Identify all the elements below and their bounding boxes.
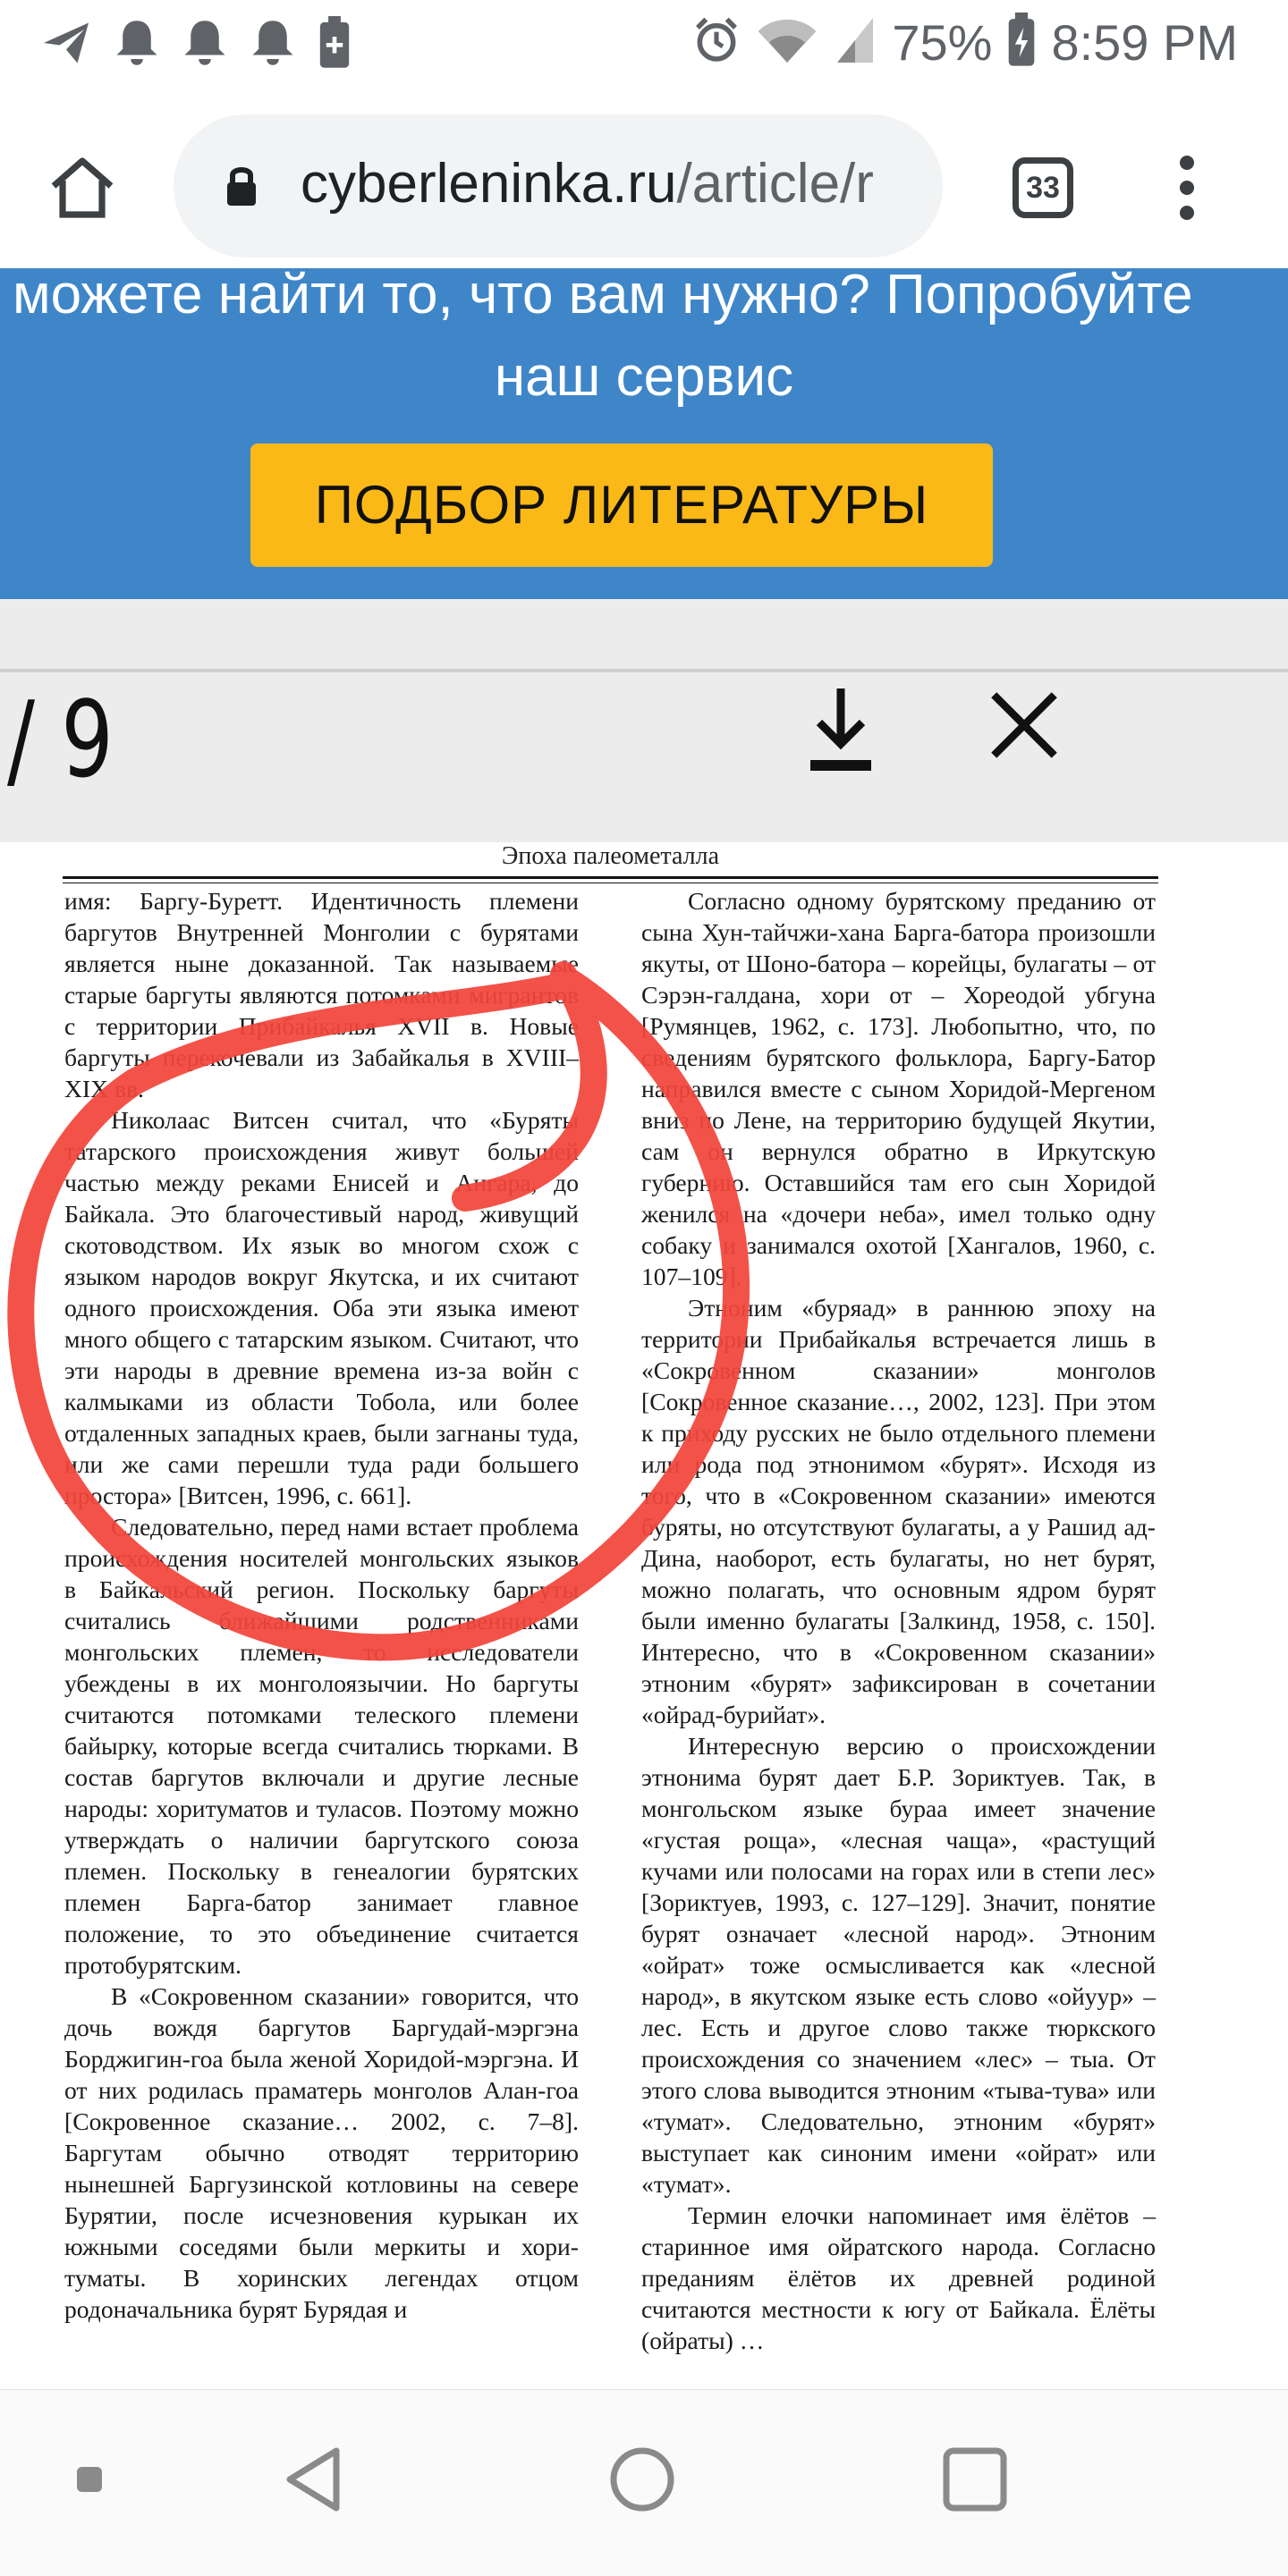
send-icon: [39, 16, 93, 74]
paragraph: Термин елочки напоминает имя ёлётов – старинное имя ойратского народа. Согласно преданиям ёлётов их древней родиной считаются местности к югу от Байкала. Ёлёты (ойраты) …: [641, 2201, 1156, 2354]
clock-time: 8:59 PM: [1051, 14, 1238, 71]
battery-percent: 75%: [892, 14, 993, 71]
header-rule: [63, 876, 1158, 879]
wifi-icon: [756, 13, 818, 72]
more-vert-icon: [1174, 152, 1200, 224]
recents-dot-icon: [77, 2467, 102, 2492]
tab-switcher-button[interactable]: 33: [1013, 157, 1073, 218]
literature-selection-button[interactable]: ПОДБОР ЛИТЕРАТУРЫ: [250, 443, 993, 567]
overflow-menu-button[interactable]: [1174, 152, 1200, 224]
running-head: Эпоха палеометалла: [501, 842, 720, 870]
url-path: /article/r: [676, 153, 874, 215]
address-bar[interactable]: [174, 114, 943, 258]
promo-banner: [0, 268, 1288, 599]
overview-square-icon: [939, 2444, 1011, 2515]
pdf-viewer-toolbar: [0, 672, 1288, 842]
alarm-icon: [113, 16, 161, 74]
url-host: cyberleninka.ru: [301, 153, 677, 215]
text-column-left: [64, 885, 579, 2325]
text-column-right: [641, 885, 1156, 2356]
url-text: [301, 152, 874, 215]
paragraph: В «Сокровенном сказании» говорится, что дочь вождя баргутов Баргудай-мэргэна Борджигин-гоа была женой Хоридой-мэргэна. И от них родилась праматерь монголов Алан-гоа [Сокровенное сказание… 2002, с. 7–8]. Баргутам обычно отводят территорию нынешней Баргузинской котловины на севере Бурятии, после исчезновения курыкан их южными соседями были меркиты и хори-туматы. В хоринских легендах отцом родоначальника бурят Бурядая и: [64, 1982, 579, 2323]
pdf-page: [0, 842, 1288, 2389]
close-viewer-button[interactable]: [984, 685, 1064, 770]
download-icon: [805, 678, 877, 785]
status-bar: [0, 0, 1288, 89]
alarm-icon: [181, 16, 229, 74]
page-count-indicator: / 9: [7, 678, 114, 801]
paragraph: Согласно одному бурятскому преданию от сына Хун-тайчжи-хана Барга-батора произошли якуты, от Шоно-батора – корейцы, булагаты – от Сэрэн-галдана, хори от – Хореодой убгуна [Румянцев, 1962, с. 173]. Любопытно, что, по сведениям бурятского фольклора, Баргу-Батор направился вместе с сыном Хоридой-Мергеном вниз по Лене, на территорию будущей Якутии, сам он вернулся обратно в Иркутскую губернию. Оставшийся там его сын Хоридой женился на «дочери неба», имел только одну собаку и занимался охотой [Хангалов, 1960, с. 107–109].: [641, 887, 1156, 1290]
promo-line-1: можете найти то, что вам нужно? Попробуйте: [13, 268, 1193, 325]
paragraph: Интересную версию о происхождении этнонима бурят дает Б.Р. Зориктуев. Так, в монгольском языке бураа имеет значение «густая роща», «лесная чаща», «растущий кучами или полосами на горах или в степи лес» [Зориктуев, 1993, с. 127–129]. Значит, понятие бурят означает «лесной народ». Этноним «ойрат» тоже осмысливается как «лесной народ», в якутском языке есть слово «ойуур» – лес. Есть и другое слово также тюркского происхождения со значением «лес» – тыа. От этого слова выводится этноним «тыва-тува» или «тумат». Следовательно, этноним «бурят» выступает как синоним имени «ойрат» или «тумат».: [641, 1732, 1156, 2198]
recents-dot-button[interactable]: [77, 2467, 102, 2496]
paragraph: Следовательно, перед нами встает проблема происхождения носителей монгольских языков в Байкальский регион. Поскольку баргуты считались ближайшими родственниками монгольских племен, то исследователи убеждены в их монголоязычии. Но баргуты считаются потомками телеского племени байырку, которые всегда считались тюрками. В состав баргутов включали и другие лесные народы: хоритуматов и туласов. Поэтому можно утверждать о наличии баргутского союза племен. Поскольку в генеалогии бурятских племен Барга-батор занимает главное положение, то это объединение считается протобурятским.: [64, 1513, 579, 1979]
paragraph: Николаас Витсен считал, что «Буряты татарского происхождения живут большей частью между реками Енисей и Ангара, до Байкала. Это благочестивый народ, живущий скотоводством. Их язык во многом схож с языком народов вокруг Якутска, и их считают одного происхождения. Оба эти языка имеют много общего с татарским языком. Считают, что эти народы в древние времена из-за войн с калмыками из области Тобола, или более отдаленных западных краев, были загнаны туда, или же сами перешли туда ради большего простора» [Витсен, 1996, с. 661].: [64, 1106, 579, 1509]
alarm-clock-icon: [691, 13, 741, 72]
promo-line-2: наш сервис: [494, 346, 794, 408]
status-right-icons: [691, 13, 1238, 72]
paragraph: Этноним «буряад» в раннюю эпоху на территории Прибайкалья встречается лишь в «Сокровенном сказании» монголов [Сокровенное сказание…, 2002, 123]. При этом к приходу русских не было отдельного племени или рода под этнонимом «бурят». Исходя из того, что в «Сокровенном сказании» имеются буряты, но отсутствуют булагаты, а у Рашид ад-Дина, наоборот, есть булагаты, но нет бурят, можно полагать, что основным ядром бурят были именно булагаты [Залкинд, 1958, с. 150]. Интересно, что в «Сокровенном сказании» этноним «бурят» зафиксирован в сочетании «ойрад-бурийат».: [641, 1294, 1156, 1728]
status-left-icons: [39, 16, 352, 74]
paragraph: имя: Баргу-Буретт. Идентичность племени баргутов Внутренней Монголии с бурятами является ныне доказанной. Так называемые старые баргуты являются потомками мигрантов с территории Прибайкалья XVII в. Новые баргуты перекочевали из Забайкалья в XVIII–XIX вв.: [64, 887, 579, 1102]
battery-icon: [1006, 13, 1037, 72]
separator-band: [0, 599, 1288, 671]
close-icon: [984, 685, 1064, 765]
download-button[interactable]: [805, 678, 877, 790]
home-icon: [47, 152, 118, 224]
home-button[interactable]: [47, 152, 118, 224]
home-nav-button[interactable]: [606, 2444, 678, 2520]
lock-icon: [224, 163, 259, 214]
back-button[interactable]: [283, 2444, 345, 2520]
back-triangle-icon: [283, 2444, 345, 2515]
home-circle-icon: [606, 2444, 678, 2515]
overview-button[interactable]: [939, 2444, 1011, 2520]
battery-plus-icon: [317, 16, 352, 74]
system-navigation-bar: [0, 2389, 1288, 2576]
signal-icon: [833, 13, 877, 72]
browser-toolbar: [0, 89, 1288, 268]
alarm-icon: [249, 16, 297, 74]
